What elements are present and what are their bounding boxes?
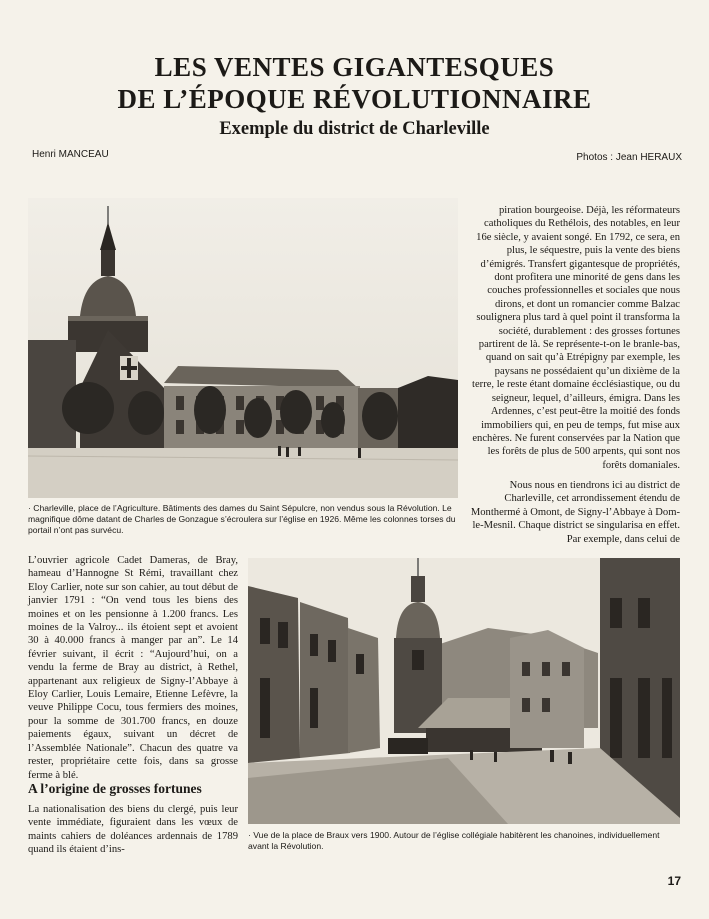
braux-square-illustration [248, 558, 680, 824]
left-column-paragraph-2: La nationalisation des biens du clergé, puis leur vente immédiate, figuraient dans les vœux de maints cahiers de doléances ardennais de 1789 quand ils étaient d’ins- [28, 804, 238, 856]
right-column-paragraph-2: Nous nous en tiendrons ici au district de Charleville, cet arrondissement étendu de Monthermé à Omont, de Signy-l’Abbaye à Dom-le-Mesnil. Chaque district se singularisa en effet. Par exemple, dans celui de [470, 480, 680, 545]
author-byline: Henri MANCEAU [32, 149, 109, 160]
right-column-paragraph-1: piration bourgeoise. Déjà, les réformateurs catholiques du Rethélois, des notables, en leur 16e siècle, y avaient songé. En 1792, ce sera, en plus, le séquestre, puis la vente des biens d’émigrés. Transfert gigantesque de propriétés, dont profitera une minorité de gens dans les couches professionnelles et sociales que nous dirons, et dont un romancier comme Balzac soulignera plus tard à quel point il transforma la société, durablement : des grosses fortunes partirent de là. Se représente-t-on le branle-bas, quand on sait qu’à Etrépigny par exemple, les paysans ne possédaient qu’un dixième de la terre, le reste étant domaine écclésiastique, ou du seigneur, lequel, d’ailleurs, émigra. Dans les Ardennes, c’est peut-être la moitié des fonds immobiliers qui, en peu de temps, fut mise aux enchères. Ne furent conservées par la Nation que les forêts de plus de 500 arpents, qui sont nos forêts domaniales. [472, 205, 680, 471]
photo-braux-caption: · Vue de la place de Braux vers 1900. Autour de l’église collégiale habitèrent les chanoines, individuellement avant la Révolution. [248, 830, 660, 851]
photo-credit: Photos : Jean HERAUX [576, 152, 682, 163]
charleville-church-illustration [28, 198, 458, 498]
photo-charleville-caption: · Charleville, place de l’Agriculture. Bâtiments des dames du Saint Sépulcre, non vendus sous la Révolution. Le magnifique dôme datant de Charles de Gonzague s’écroulera sur l’église en 1926. Même les colonnes torses du portail n’ont pas survécu. [28, 503, 456, 535]
left-column-paragraph-1: L’ouvrier agricole Cadet Dameras, de Bray, hameau d’Hannogne St Rémi, travaillant chez Eloy Carlier, note sur son cahier, au tout début de janvier 1791 : “On vend tous les biens des moines et on les pensionne à 1.200 francs. Les moines de la Valroy... ils étoient sept et avoient 30 à 40.000 francs à manger par an”. Le 14 février suivant, il écrit : “Aujourd’hui, on a vendu la ferme de Bray au district, à Rethel, appartenant aux religieux de Signy-l’Abbaye à Eloy Carlier, Louis Lemaire, Etienne Lefèvre, la veuve Philippe Cocu, tous fermiers des moines, pour la somme de 301.700 francs, en douze paiements égaux, suivant un décret de l’Assemblée Nationale”. Chacun des quatre va rester, propriétaire cette fois, dans sa grosse ferme à blé. [28, 555, 238, 781]
section-heading: A l’origine de grosses fortunes [28, 781, 202, 796]
article-title-line-1: LES VENTES GIGANTESQUES [154, 52, 555, 82]
photo-charleville-place [28, 198, 458, 498]
article-subtitle: Exemple du district de Charleville [219, 119, 490, 139]
article-title-line-2: DE L’ÉPOQUE RÉVOLUTIONNAIRE [117, 84, 592, 114]
photo-braux-place [248, 558, 680, 824]
page-number: 17 [667, 874, 681, 888]
